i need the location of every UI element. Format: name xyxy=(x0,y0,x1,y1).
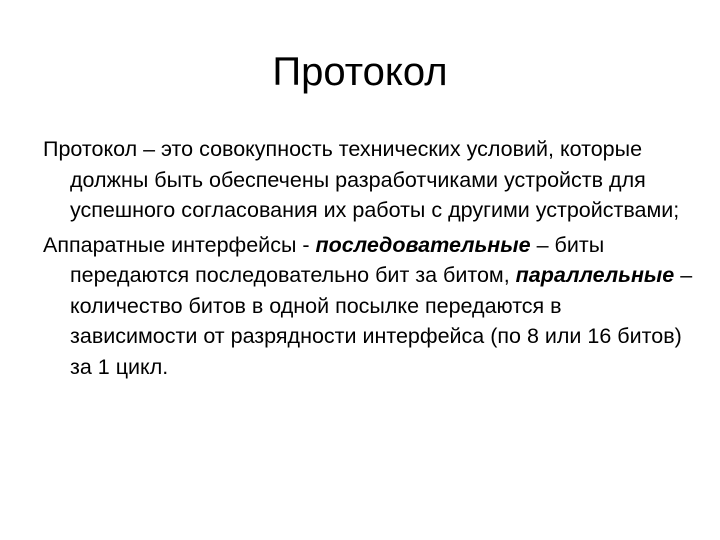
interfaces-lead-text: Аппаратные интерфейсы - xyxy=(43,232,316,257)
parallel-description: – количество битов в одной посылке передаются в зависимости от разрядности интерфейса (по 8 или 16 битов) за 1 цикл. xyxy=(70,263,693,379)
paragraph-protocol-definition: Протокол – это совокупность технических условий, которые должны быть обеспечены разработчиками устройств для успешного согласования их работы с другими устройствами; xyxy=(43,137,680,222)
term-parallel: параллельные xyxy=(515,263,675,287)
slide-title: Протокол xyxy=(272,50,448,94)
term-serial: последовательные xyxy=(315,232,531,257)
serial-description: – биты передаются последовательно бит за битом, xyxy=(70,232,605,287)
slide-body xyxy=(43,134,693,386)
paragraph-hardware-interfaces xyxy=(43,230,693,383)
